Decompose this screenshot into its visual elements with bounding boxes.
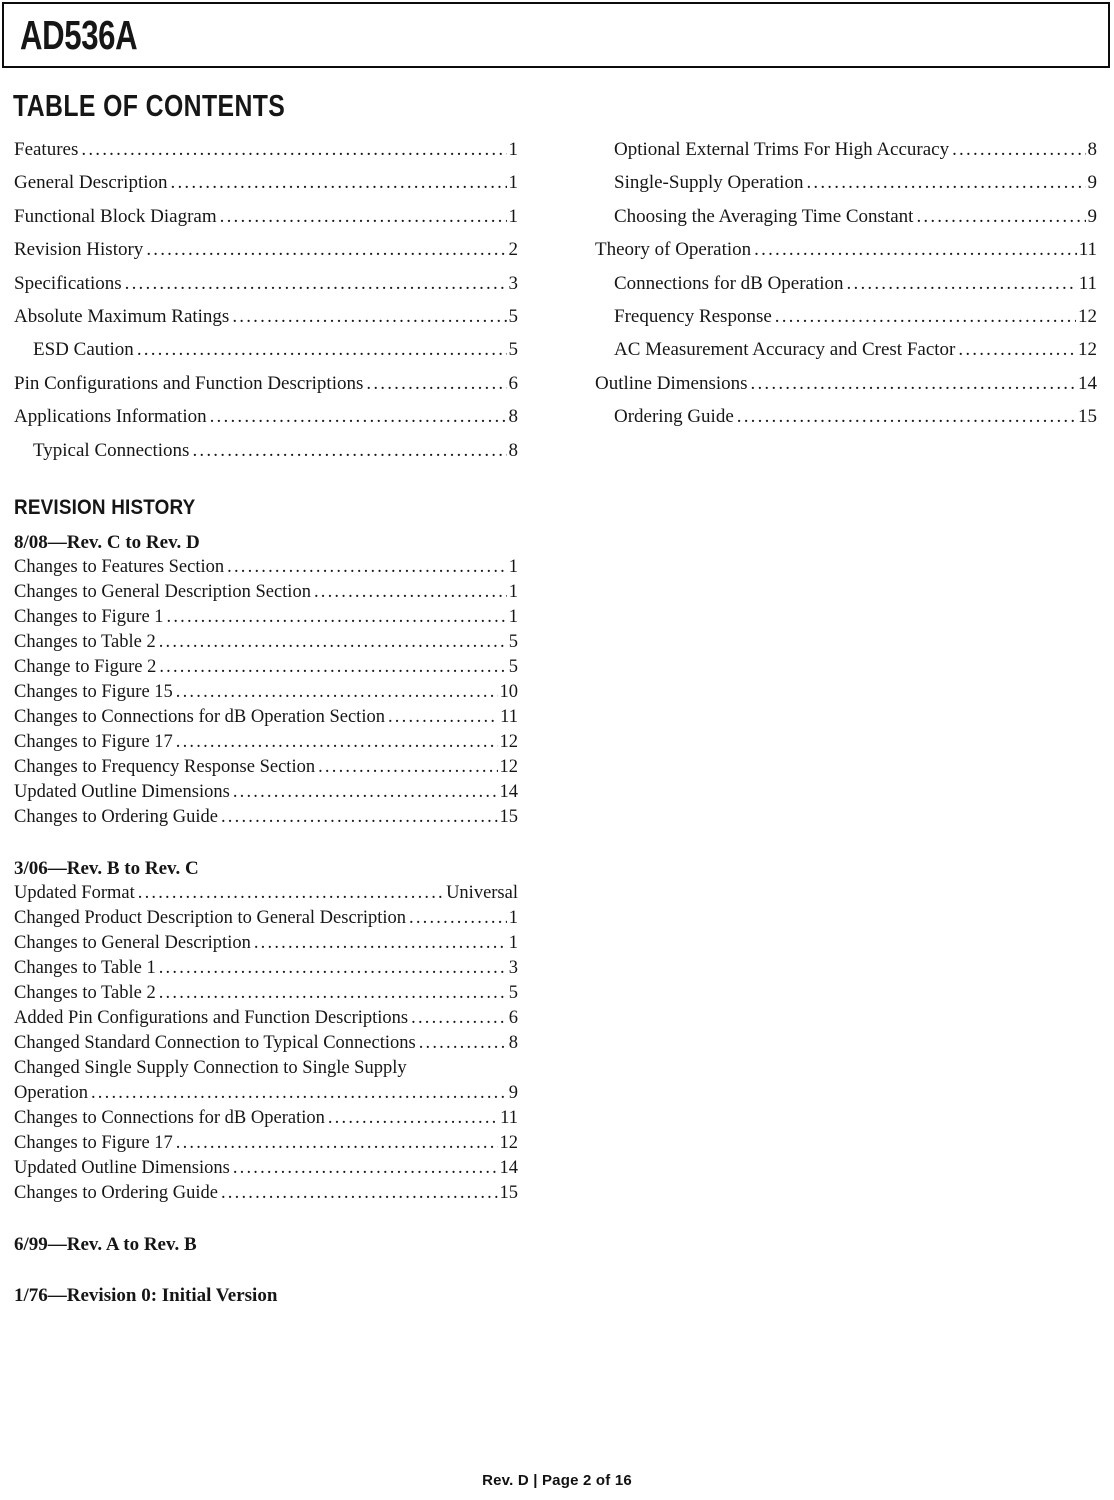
toc-entry-label: Typical Connections xyxy=(33,439,190,461)
revision-section xyxy=(14,856,518,1206)
toc-entry-label: Ordering Guide xyxy=(614,406,734,428)
revision-history-sections xyxy=(14,530,518,1308)
revision-entry-page: 11 xyxy=(500,707,518,728)
revision-entry-page: Universal xyxy=(446,883,518,904)
revision-entry xyxy=(14,705,518,730)
dot-leader xyxy=(958,333,1076,366)
toc-entry xyxy=(595,333,1097,366)
revision-entry xyxy=(14,1156,518,1181)
toc-entry-label: Single-Supply Operation xyxy=(614,172,804,194)
revision-entry-label: Changes to Frequency Response Section xyxy=(14,757,316,778)
revision-entry-label: Changed Single Supply Connection to Single Supply xyxy=(14,1058,407,1079)
revision-entry xyxy=(14,1181,518,1206)
toc-entry-label: Choosing the Averaging Time Constant xyxy=(614,205,914,227)
toc xyxy=(14,133,1097,467)
dot-leader xyxy=(176,730,498,755)
dot-leader xyxy=(220,200,507,233)
toc-entry xyxy=(595,233,1097,266)
revision-entry-label: Changes to Features Section xyxy=(14,557,225,578)
revision-entry-label: Changes to Figure 15 xyxy=(14,682,173,703)
revision-entry-page: 1 xyxy=(508,607,518,628)
dot-leader xyxy=(159,630,507,655)
dot-leader xyxy=(171,166,507,199)
revision-entry-label: Changes to General Description Section xyxy=(14,582,311,603)
revision-entry-page: 1 xyxy=(508,557,518,578)
dot-leader xyxy=(328,1106,498,1131)
toc-entry-label: Functional Block Diagram xyxy=(14,205,217,227)
revision-entry xyxy=(14,1131,518,1156)
revision-entry-label: Changes to Table 2 xyxy=(14,632,156,653)
toc-entry-page: 9 xyxy=(1087,172,1097,194)
toc-entry-label: Optional External Trims For High Accuracy xyxy=(614,139,950,160)
dot-leader xyxy=(137,333,507,366)
dot-leader xyxy=(146,233,506,266)
toc-entry xyxy=(595,267,1097,300)
revision-entry-label: Changes to Figure 17 xyxy=(14,732,173,753)
dot-leader xyxy=(232,300,506,333)
toc-entry xyxy=(14,434,518,467)
revision-entry-page: 8 xyxy=(508,1033,518,1054)
revision-entry-page: 3 xyxy=(508,958,518,979)
revision-entry-label: Updated Outline Dimensions xyxy=(14,1158,230,1179)
revision-entry xyxy=(14,906,518,931)
revision-entry-label: Changed Product Description to General Description xyxy=(14,908,406,929)
toc-entry-page: 12 xyxy=(1078,339,1097,361)
revision-entry xyxy=(14,655,518,680)
toc-entry-label: Outline Dimensions xyxy=(595,372,748,394)
revision-entry xyxy=(14,580,518,605)
dot-leader xyxy=(233,780,498,805)
revision-section-heading: 6/99—Rev. A to Rev. B xyxy=(14,1234,197,1256)
revision-entry-page: 12 xyxy=(499,732,518,753)
dot-leader xyxy=(176,680,498,705)
revision-entry-label: Operation xyxy=(14,1083,88,1104)
revision-entry-label: Changes to Table 1 xyxy=(14,958,156,979)
toc-entry-label: ESD Caution xyxy=(33,339,134,361)
revision-entry xyxy=(14,1056,518,1081)
revision-entry xyxy=(14,1081,518,1106)
dot-leader xyxy=(806,166,1085,199)
dot-leader xyxy=(916,200,1085,233)
toc-left-column xyxy=(14,133,518,467)
revision-entry-label: Changes to Connections for dB Operation Section xyxy=(14,707,385,728)
revision-entry-page: 1 xyxy=(508,582,518,603)
revision-entry-label: Changed Standard Connection to Typical Connections xyxy=(14,1033,416,1054)
revision-entry xyxy=(14,1106,518,1131)
revision-entry xyxy=(14,755,518,780)
header xyxy=(2,2,1110,68)
revision-entry xyxy=(14,1031,518,1056)
revision-history-title: REVISION HISTORY xyxy=(14,496,196,519)
toc-entry-page: 3 xyxy=(508,272,518,294)
revision-entry xyxy=(14,555,518,580)
dot-leader xyxy=(419,1031,507,1056)
revision-entry-label: Added Pin Configurations and Function Descriptions xyxy=(14,1008,409,1029)
toc-entry-label: Features xyxy=(14,139,79,160)
revision-entry-page: 12 xyxy=(499,1133,518,1154)
revision-section-heading: 1/76—Revision 0: Initial Version xyxy=(14,1285,278,1307)
toc-entry-page: 8 xyxy=(1087,139,1097,160)
toc-entry-page: 8 xyxy=(508,406,518,428)
toc-entry-page: 1 xyxy=(508,139,518,160)
dot-leader xyxy=(159,956,507,981)
dot-leader xyxy=(210,400,507,433)
toc-entry xyxy=(595,367,1097,400)
dot-leader xyxy=(388,705,498,730)
toc-entry xyxy=(595,400,1097,433)
revision-entry xyxy=(14,1006,518,1031)
revision-entry-page: 5 xyxy=(508,983,518,1004)
revision-entry-page: 6 xyxy=(508,1008,518,1029)
revision-history xyxy=(14,496,518,1308)
dot-leader xyxy=(751,367,1076,400)
toc-entry xyxy=(595,133,1097,166)
revision-entry-page: 5 xyxy=(508,657,518,678)
revision-entry-page: 11 xyxy=(500,1108,518,1129)
revision-entry-label: Changes to General Description xyxy=(14,933,251,954)
toc-entry xyxy=(14,200,518,233)
revision-section xyxy=(14,530,518,830)
toc-entry-label: Pin Configurations and Function Descriptions xyxy=(14,372,364,394)
revision-entry xyxy=(14,630,518,655)
revision-section-heading: 3/06—Rev. B to Rev. C xyxy=(14,858,199,880)
toc-entry xyxy=(14,367,518,400)
revision-entry-label: Changes to Table 2 xyxy=(14,983,156,1004)
revision-entry-page: 5 xyxy=(508,632,518,653)
dot-leader xyxy=(221,1181,498,1206)
toc-entry-page: 11 xyxy=(1078,239,1097,261)
revision-entry-label: Change to Figure 2 xyxy=(14,657,157,678)
revision-entry xyxy=(14,605,518,630)
revision-entry xyxy=(14,680,518,705)
revision-entry-label: Changes to Connections for dB Operation xyxy=(14,1108,325,1129)
dot-leader xyxy=(411,1006,507,1031)
revision-entry-page: 14 xyxy=(499,1158,518,1179)
dot-leader xyxy=(409,906,507,931)
revision-section xyxy=(14,1283,518,1308)
revision-entry-label: Changes to Ordering Guide xyxy=(14,1183,218,1204)
revision-entry-label: Changes to Ordering Guide xyxy=(14,807,218,828)
revision-entry-page: 10 xyxy=(499,682,518,703)
toc-entry-page: 5 xyxy=(508,306,518,328)
toc-entry-page: 14 xyxy=(1078,372,1097,394)
revision-entry xyxy=(14,780,518,805)
toc-entry-page: 1 xyxy=(508,172,518,194)
toc-entry-page: 2 xyxy=(508,239,518,261)
dot-leader xyxy=(138,881,444,906)
toc-entry xyxy=(14,333,518,366)
toc-entry-page: 9 xyxy=(1087,205,1097,227)
toc-right-column xyxy=(595,133,1097,467)
part-number: AD536A xyxy=(20,11,138,58)
footer-text: Rev. D | Page 2 of 16 xyxy=(482,1472,632,1489)
dot-leader xyxy=(366,367,506,400)
revision-entry xyxy=(14,881,518,906)
revision-entry-page: 15 xyxy=(499,1183,518,1204)
toc-entry-page: 8 xyxy=(508,439,518,461)
toc-entry xyxy=(14,300,518,333)
dot-leader xyxy=(227,555,507,580)
dot-leader xyxy=(952,133,1085,166)
toc-entry-label: AC Measurement Accuracy and Crest Factor xyxy=(614,339,956,361)
revision-entry-page: 14 xyxy=(499,782,518,803)
revision-entry-page: 12 xyxy=(499,757,518,778)
toc-entry-page: 1 xyxy=(508,205,518,227)
revision-entry-page: 1 xyxy=(508,908,518,929)
toc-entry xyxy=(14,133,518,166)
dot-leader xyxy=(314,580,507,605)
dot-leader xyxy=(221,805,498,830)
toc-title: TABLE OF CONTENTS xyxy=(13,88,286,123)
dot-leader xyxy=(775,300,1076,333)
dot-leader xyxy=(754,233,1077,266)
toc-entry-label: Connections for dB Operation xyxy=(614,272,844,294)
dot-leader xyxy=(125,267,507,300)
revision-entry-label: Changes to Figure 17 xyxy=(14,1133,173,1154)
dot-leader xyxy=(159,981,507,1006)
dot-leader xyxy=(176,1131,498,1156)
toc-entry-page: 6 xyxy=(508,372,518,394)
dot-leader xyxy=(159,655,506,680)
toc-entry-label: Frequency Response xyxy=(614,306,772,328)
page-footer xyxy=(0,1472,1114,1489)
revision-entry-label: Updated Format xyxy=(14,883,135,904)
dot-leader xyxy=(737,400,1076,433)
dot-leader xyxy=(81,133,506,166)
revision-section xyxy=(14,1232,518,1257)
dot-leader xyxy=(254,931,507,956)
dot-leader xyxy=(318,755,497,780)
revision-entry xyxy=(14,931,518,956)
revision-entry xyxy=(14,805,518,830)
revision-entry xyxy=(14,956,518,981)
dot-leader xyxy=(167,605,507,630)
revision-entry-page: 1 xyxy=(508,933,518,954)
revision-entry-label: Updated Outline Dimensions xyxy=(14,782,230,803)
dot-leader xyxy=(233,1156,498,1181)
toc-entry-label: General Description xyxy=(14,172,168,194)
toc-entry-page: 15 xyxy=(1078,406,1097,428)
toc-entry xyxy=(14,166,518,199)
revision-entry-page: 15 xyxy=(499,807,518,828)
revision-section-heading: 8/08—Rev. C to Rev. D xyxy=(14,532,200,554)
toc-entry xyxy=(595,300,1097,333)
toc-entry-label: Absolute Maximum Ratings xyxy=(14,306,230,328)
toc-entry xyxy=(595,166,1097,199)
dot-leader xyxy=(192,434,506,467)
toc-entry-page: 11 xyxy=(1078,272,1097,294)
toc-entry-label: Revision History xyxy=(14,239,144,261)
dot-leader xyxy=(847,267,1077,300)
toc-entry xyxy=(14,233,518,266)
toc-entry-label: Specifications xyxy=(14,272,122,294)
toc-entry-label: Applications Information xyxy=(14,406,207,428)
revision-entry-label: Changes to Figure 1 xyxy=(14,607,164,628)
dot-leader xyxy=(91,1081,507,1106)
toc-entry xyxy=(14,400,518,433)
toc-entry xyxy=(595,200,1097,233)
toc-entry xyxy=(14,267,518,300)
toc-entry-page: 5 xyxy=(508,339,518,361)
revision-entry xyxy=(14,981,518,1006)
revision-entry-page: 9 xyxy=(508,1083,518,1104)
toc-entry-page: 12 xyxy=(1078,306,1097,328)
revision-entry xyxy=(14,730,518,755)
toc-entry-label: Theory of Operation xyxy=(595,239,752,261)
